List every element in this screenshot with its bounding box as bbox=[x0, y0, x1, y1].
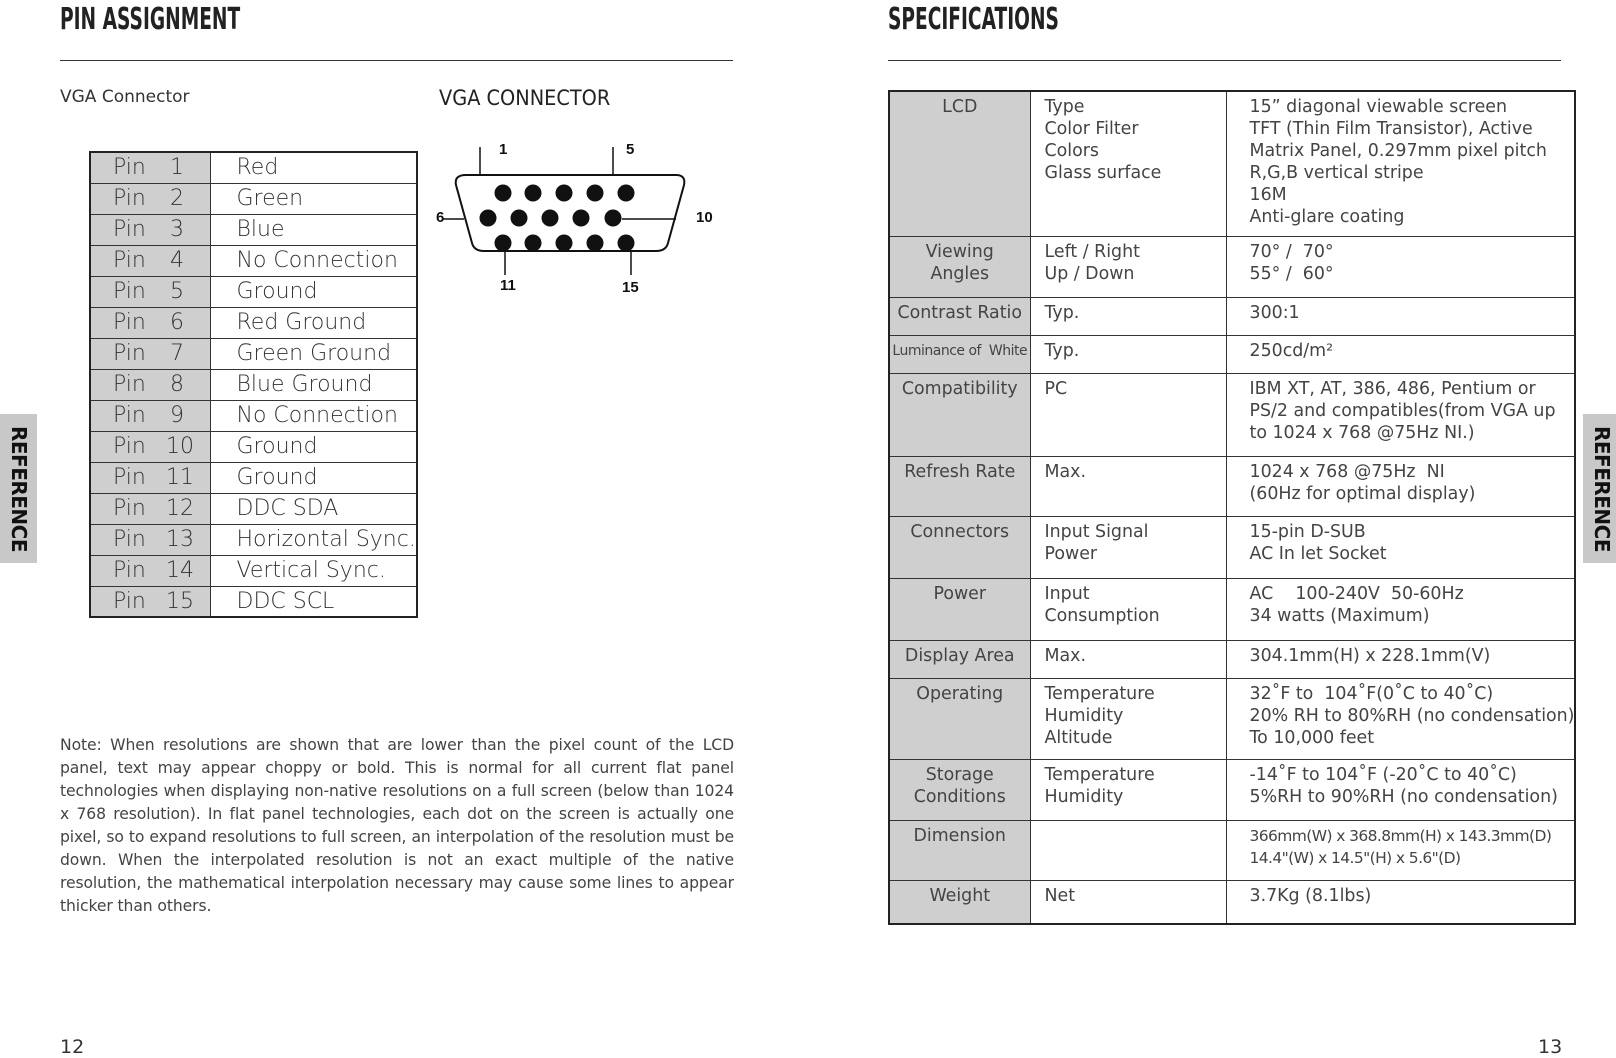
spec-value-line: 55° / 60° bbox=[1249, 263, 1334, 284]
spec-row bbox=[889, 297, 1575, 335]
spec-value-line: 250cd/m² bbox=[1249, 340, 1334, 361]
pin-5-dot bbox=[618, 185, 635, 202]
pin-label: Pin bbox=[113, 217, 146, 242]
spec-item-line: Humidity bbox=[1044, 705, 1124, 726]
spec-value-line: 300:1 bbox=[1249, 302, 1300, 323]
pin-15-dot bbox=[618, 235, 635, 252]
vga-connector-title: VGA CONNECTOR bbox=[439, 86, 611, 110]
spec-value bbox=[1226, 759, 1575, 820]
pin-signal: Red Ground bbox=[210, 307, 417, 338]
pin-row bbox=[90, 369, 417, 400]
pin-number-cell bbox=[90, 586, 210, 617]
spec-category-line: Refresh Rate bbox=[904, 461, 1016, 482]
spec-item-line: Color Filter bbox=[1044, 119, 1139, 139]
reference-tab-label: REFERENCE bbox=[6, 425, 31, 552]
spec-value bbox=[1226, 578, 1575, 640]
pin-label: Pin bbox=[113, 434, 146, 459]
pin-row bbox=[90, 245, 417, 276]
resolution-note: Note: When resolutions are shown that are lower than the pixel count of the LCD panel, text may appear choppy or bold. This is normal for all current flat panel technologies when displaying non-native resolutions on a full screen (below than 1024 x 768 resolution). In flat panel technologies, each dot on the screen is actually one pixel, so to expand resolutions to full screen, an interpolation of the resolution must be down. When the interpolated resolution is not an exact multiple of the native resolution, the mathematical interpolation necessary may cause some lines to appear thicker than others. bbox=[60, 736, 734, 915]
pin-signal: Blue Ground bbox=[210, 369, 417, 400]
spec-item-line: Typ. bbox=[1044, 340, 1080, 361]
vga-connector-label: VGA Connector bbox=[60, 87, 190, 107]
pin-row bbox=[90, 183, 417, 214]
spec-category-line: Operating bbox=[916, 683, 1004, 704]
pin-number: 4 bbox=[170, 248, 184, 273]
spec-value-line: IBM XT, AT, 386, 486, Pentium or bbox=[1249, 378, 1536, 399]
label-pin-1: 1 bbox=[499, 141, 508, 158]
spec-category-line: Connectors bbox=[910, 521, 1010, 542]
pin-number: 6 bbox=[170, 310, 184, 335]
pin-signal: Ground bbox=[210, 431, 417, 462]
pin-number-cell bbox=[90, 152, 210, 183]
spec-category-line: Conditions bbox=[913, 786, 1006, 807]
reference-tab-label: REFERENCE bbox=[1589, 425, 1614, 552]
spec-item bbox=[1030, 456, 1226, 516]
pin-number: 10 bbox=[166, 434, 194, 459]
pin-label: Pin bbox=[113, 588, 146, 614]
pin-number-cell bbox=[90, 400, 210, 431]
spec-value-line: 15-pin D-SUB bbox=[1249, 521, 1366, 542]
pin-label: Pin bbox=[113, 279, 146, 304]
pin-label: Pin bbox=[113, 341, 146, 366]
spec-value-line: 15” diagonal viewable screen bbox=[1249, 97, 1508, 117]
spec-category-line: Contrast Ratio bbox=[897, 302, 1022, 323]
pin-number: 12 bbox=[166, 496, 194, 521]
reference-tab-left bbox=[0, 414, 37, 563]
spec-category bbox=[889, 335, 1030, 373]
spec-value-line: AC In let Socket bbox=[1249, 543, 1387, 564]
pin-10-dot bbox=[605, 210, 622, 227]
pin-4-dot bbox=[587, 185, 604, 202]
spec-value-line: AC 100-240V 50-60Hz bbox=[1249, 583, 1464, 604]
pin-signal: Vertical Sync. bbox=[210, 555, 417, 586]
spec-value-line: R,G,B vertical stripe bbox=[1249, 163, 1424, 183]
pin-number-cell bbox=[90, 307, 210, 338]
pin-signal: DDC SCL bbox=[236, 588, 335, 614]
pin-number: 9 bbox=[170, 403, 184, 428]
spec-value-line: 3.7Kg (8.1lbs) bbox=[1249, 885, 1372, 906]
spec-category-line: Viewing bbox=[925, 241, 994, 262]
spec-item-line: Max. bbox=[1044, 645, 1086, 666]
pin-signal: Blue bbox=[210, 214, 417, 245]
pin-label: Pin bbox=[113, 155, 146, 181]
spec-value bbox=[1226, 335, 1575, 373]
spec-value bbox=[1226, 880, 1575, 924]
spec-value-line: PS/2 and compatibles(from VGA up bbox=[1249, 400, 1556, 421]
pin-number: 5 bbox=[170, 279, 184, 304]
spec-value-line: (60Hz for optimal display) bbox=[1249, 483, 1476, 504]
spec-value bbox=[1226, 820, 1575, 880]
spec-value-line: Matrix Panel, 0.297mm pixel pitch bbox=[1249, 141, 1547, 161]
spec-item-line: Colors bbox=[1044, 141, 1099, 161]
reference-tab-right bbox=[1583, 414, 1616, 563]
spec-category-line: Compatibility bbox=[901, 378, 1018, 399]
spec-value-line: To 10,000 feet bbox=[1249, 727, 1375, 748]
pin-6-dot bbox=[480, 210, 497, 227]
label-pin-10: 10 bbox=[696, 209, 713, 226]
spec-row bbox=[889, 456, 1575, 516]
spec-category bbox=[889, 516, 1030, 578]
vga-connector-diagram bbox=[430, 135, 730, 305]
spec-row bbox=[889, 678, 1575, 759]
spec-value bbox=[1226, 456, 1575, 516]
page-number-left: 12 bbox=[60, 1036, 85, 1058]
pin-number-cell bbox=[90, 462, 210, 493]
pin-8-dot bbox=[542, 210, 559, 227]
pin-7-dot bbox=[511, 210, 528, 227]
spec-item-line: Type bbox=[1044, 97, 1085, 117]
pin-number: 1 bbox=[170, 155, 184, 181]
spec-category bbox=[889, 236, 1030, 297]
pin-label: Pin bbox=[113, 496, 146, 521]
spec-value-line: Anti-glare coating bbox=[1249, 207, 1405, 227]
spec-category bbox=[889, 456, 1030, 516]
spec-item bbox=[1030, 820, 1226, 880]
pin-number-cell bbox=[90, 245, 210, 276]
spec-row bbox=[889, 236, 1575, 297]
pin-row bbox=[90, 307, 417, 338]
spec-category bbox=[889, 578, 1030, 640]
pin-number: 11 bbox=[166, 465, 194, 490]
spec-item-line: Altitude bbox=[1044, 727, 1113, 748]
spec-item bbox=[1030, 373, 1226, 456]
pin-label: Pin bbox=[113, 558, 146, 583]
spec-category bbox=[889, 880, 1030, 924]
pin-number: 15 bbox=[166, 588, 194, 614]
spec-item-line: Left / Right bbox=[1044, 241, 1140, 262]
pin-number-cell bbox=[90, 338, 210, 369]
pin-9-dot bbox=[573, 210, 590, 227]
spec-category-line: Storage bbox=[925, 764, 994, 785]
spec-item bbox=[1030, 236, 1226, 297]
pin-label: Pin bbox=[113, 310, 146, 335]
pin-number-cell bbox=[90, 431, 210, 462]
pin-assignment-table bbox=[89, 151, 418, 618]
pin-row bbox=[90, 462, 417, 493]
spec-value bbox=[1226, 297, 1575, 335]
spec-item-line: Typ. bbox=[1044, 302, 1080, 323]
spec-value-line: 20% RH to 80%RH (no condensation) bbox=[1249, 705, 1575, 726]
spec-row bbox=[889, 91, 1575, 236]
spec-category bbox=[889, 820, 1030, 880]
pin-row bbox=[90, 276, 417, 307]
spec-row bbox=[889, 335, 1575, 373]
pin-label: Pin bbox=[113, 372, 146, 397]
spec-row bbox=[889, 578, 1575, 640]
spec-value-line: 14.4"(W) x 14.5"(H) x 5.6"(D) bbox=[1249, 848, 1461, 867]
pin-row bbox=[90, 338, 417, 369]
pin-row bbox=[90, 431, 417, 462]
spec-item-line: PC bbox=[1044, 378, 1068, 399]
pin-row bbox=[90, 586, 417, 617]
spec-value bbox=[1226, 678, 1575, 759]
spec-category-line: LCD bbox=[942, 97, 978, 117]
pin-number-cell bbox=[90, 276, 210, 307]
pin-signal: Green Ground bbox=[210, 338, 417, 369]
pin-number: 2 bbox=[170, 186, 184, 211]
pin-number: 14 bbox=[166, 558, 194, 583]
spec-item-line: Consumption bbox=[1044, 605, 1160, 626]
pin-label: Pin bbox=[113, 248, 146, 273]
spec-category-line: Weight bbox=[929, 885, 991, 906]
pin-signal: Green bbox=[210, 183, 417, 214]
specifications-table bbox=[888, 90, 1576, 925]
spec-row bbox=[889, 516, 1575, 578]
spec-value-line: 366mm(W) x 368.8mm(H) x 143.3mm(D) bbox=[1249, 826, 1552, 845]
pin-number: 13 bbox=[166, 527, 194, 552]
pin-3-dot bbox=[556, 185, 573, 202]
spec-value bbox=[1226, 373, 1575, 456]
pin-label: Pin bbox=[113, 186, 146, 211]
pin-13-dot bbox=[556, 235, 573, 252]
spec-category bbox=[889, 640, 1030, 678]
pin-number-cell bbox=[90, 214, 210, 245]
pin-number: 8 bbox=[170, 372, 184, 397]
pin-number-cell bbox=[90, 555, 210, 586]
left-page-title: PIN ASSIGNMENT bbox=[60, 2, 241, 37]
pin-dots bbox=[480, 185, 635, 252]
pin-2-dot bbox=[525, 185, 542, 202]
pin-label: Pin bbox=[113, 527, 146, 552]
spec-category bbox=[889, 297, 1030, 335]
pin-number-cell bbox=[90, 183, 210, 214]
spec-item bbox=[1030, 678, 1226, 759]
spec-category bbox=[889, 678, 1030, 759]
label-pin-11: 11 bbox=[500, 277, 516, 294]
spec-item-line: Temperature bbox=[1044, 764, 1155, 785]
spec-row bbox=[889, 640, 1575, 678]
spec-category bbox=[889, 373, 1030, 456]
spec-category-line: Display Area bbox=[904, 645, 1015, 666]
spec-value-line: 34 watts (Maximum) bbox=[1249, 605, 1430, 626]
spec-item bbox=[1030, 297, 1226, 335]
spec-item bbox=[1030, 640, 1226, 678]
left-title-rule bbox=[60, 60, 733, 61]
pin-signal: Horizontal Sync. bbox=[210, 524, 417, 555]
spec-item-line: Net bbox=[1044, 885, 1076, 906]
spec-item-line: Max. bbox=[1044, 461, 1086, 482]
spec-value-line: TFT (Thin Film Transistor), Active bbox=[1249, 119, 1533, 139]
pin-signal: Ground bbox=[210, 462, 417, 493]
right-title-rule bbox=[888, 60, 1561, 61]
pin-label: Pin bbox=[113, 403, 146, 428]
pin-number: 7 bbox=[170, 341, 184, 366]
spec-item-line: Up / Down bbox=[1044, 263, 1135, 284]
spec-value-line: 5%RH to 90%RH (no condensation) bbox=[1249, 786, 1558, 807]
pin-row bbox=[90, 152, 417, 183]
spec-value-line: 304.1mm(H) x 228.1mm(V) bbox=[1249, 645, 1491, 666]
spec-item-line: Input bbox=[1044, 583, 1090, 604]
pin-number-cell bbox=[90, 369, 210, 400]
spec-value bbox=[1226, 516, 1575, 578]
spec-value-line: -14˚F to 104˚F (-20˚C to 40˚C) bbox=[1249, 764, 1517, 785]
pin-12-dot bbox=[525, 235, 542, 252]
spec-value-line: 32˚F to 104˚F(0˚C to 40˚C) bbox=[1249, 683, 1494, 704]
spec-category bbox=[889, 91, 1030, 236]
pin-signal: DDC SDA bbox=[210, 493, 417, 524]
spec-value-line: to 1024 x 768 @75Hz NI.) bbox=[1249, 422, 1475, 443]
page-number-right: 13 bbox=[1538, 1036, 1563, 1058]
label-pin-6: 6 bbox=[436, 209, 445, 226]
pin-11-dot bbox=[495, 235, 512, 252]
spec-category-line: Power bbox=[933, 583, 987, 604]
spec-category-line: Dimension bbox=[913, 825, 1006, 846]
spec-item-line: Power bbox=[1044, 543, 1098, 564]
spec-value bbox=[1226, 640, 1575, 678]
pin-14-dot bbox=[587, 235, 604, 252]
spec-value bbox=[1226, 91, 1575, 236]
spec-category bbox=[889, 759, 1030, 820]
pin-number-cell bbox=[90, 493, 210, 524]
spec-item bbox=[1030, 578, 1226, 640]
spec-category-line: Luminance of White bbox=[892, 342, 1028, 359]
label-pin-5: 5 bbox=[626, 141, 635, 158]
spec-item-line: Glass surface bbox=[1044, 163, 1162, 183]
spec-value-line: 70° / 70° bbox=[1249, 241, 1334, 262]
pin-number: 3 bbox=[170, 217, 184, 242]
spec-value bbox=[1226, 236, 1575, 297]
spec-item-line: Temperature bbox=[1044, 683, 1155, 704]
spec-row bbox=[889, 820, 1575, 880]
spec-item bbox=[1030, 91, 1226, 236]
spec-item bbox=[1030, 335, 1226, 373]
spec-row bbox=[889, 759, 1575, 820]
pin-row bbox=[90, 493, 417, 524]
pin-signal: Red bbox=[210, 152, 417, 183]
pin-row bbox=[90, 555, 417, 586]
pin-signal: No Connection bbox=[210, 245, 417, 276]
pin-1-dot bbox=[495, 185, 512, 202]
spec-item-line: Input Signal bbox=[1044, 521, 1149, 542]
spec-item bbox=[1030, 516, 1226, 578]
pin-row bbox=[90, 524, 417, 555]
spec-row bbox=[889, 880, 1575, 924]
spec-category-line: Angles bbox=[930, 263, 990, 284]
pin-signal: Ground bbox=[210, 276, 417, 307]
spec-item bbox=[1030, 880, 1226, 924]
spec-item-line: Humidity bbox=[1044, 786, 1124, 807]
spec-value-line: 1024 x 768 @75Hz NI bbox=[1249, 461, 1445, 482]
pin-number-cell bbox=[90, 524, 210, 555]
spec-item bbox=[1030, 759, 1226, 820]
pin-signal: No Connection bbox=[210, 400, 417, 431]
right-page-title: SPECIFICATIONS bbox=[888, 2, 1059, 37]
pin-row bbox=[90, 400, 417, 431]
pin-row bbox=[90, 214, 417, 245]
pin-label: Pin bbox=[113, 465, 146, 490]
spec-row bbox=[889, 373, 1575, 456]
spec-value-line: 16M bbox=[1249, 185, 1287, 205]
label-pin-15: 15 bbox=[622, 279, 639, 296]
